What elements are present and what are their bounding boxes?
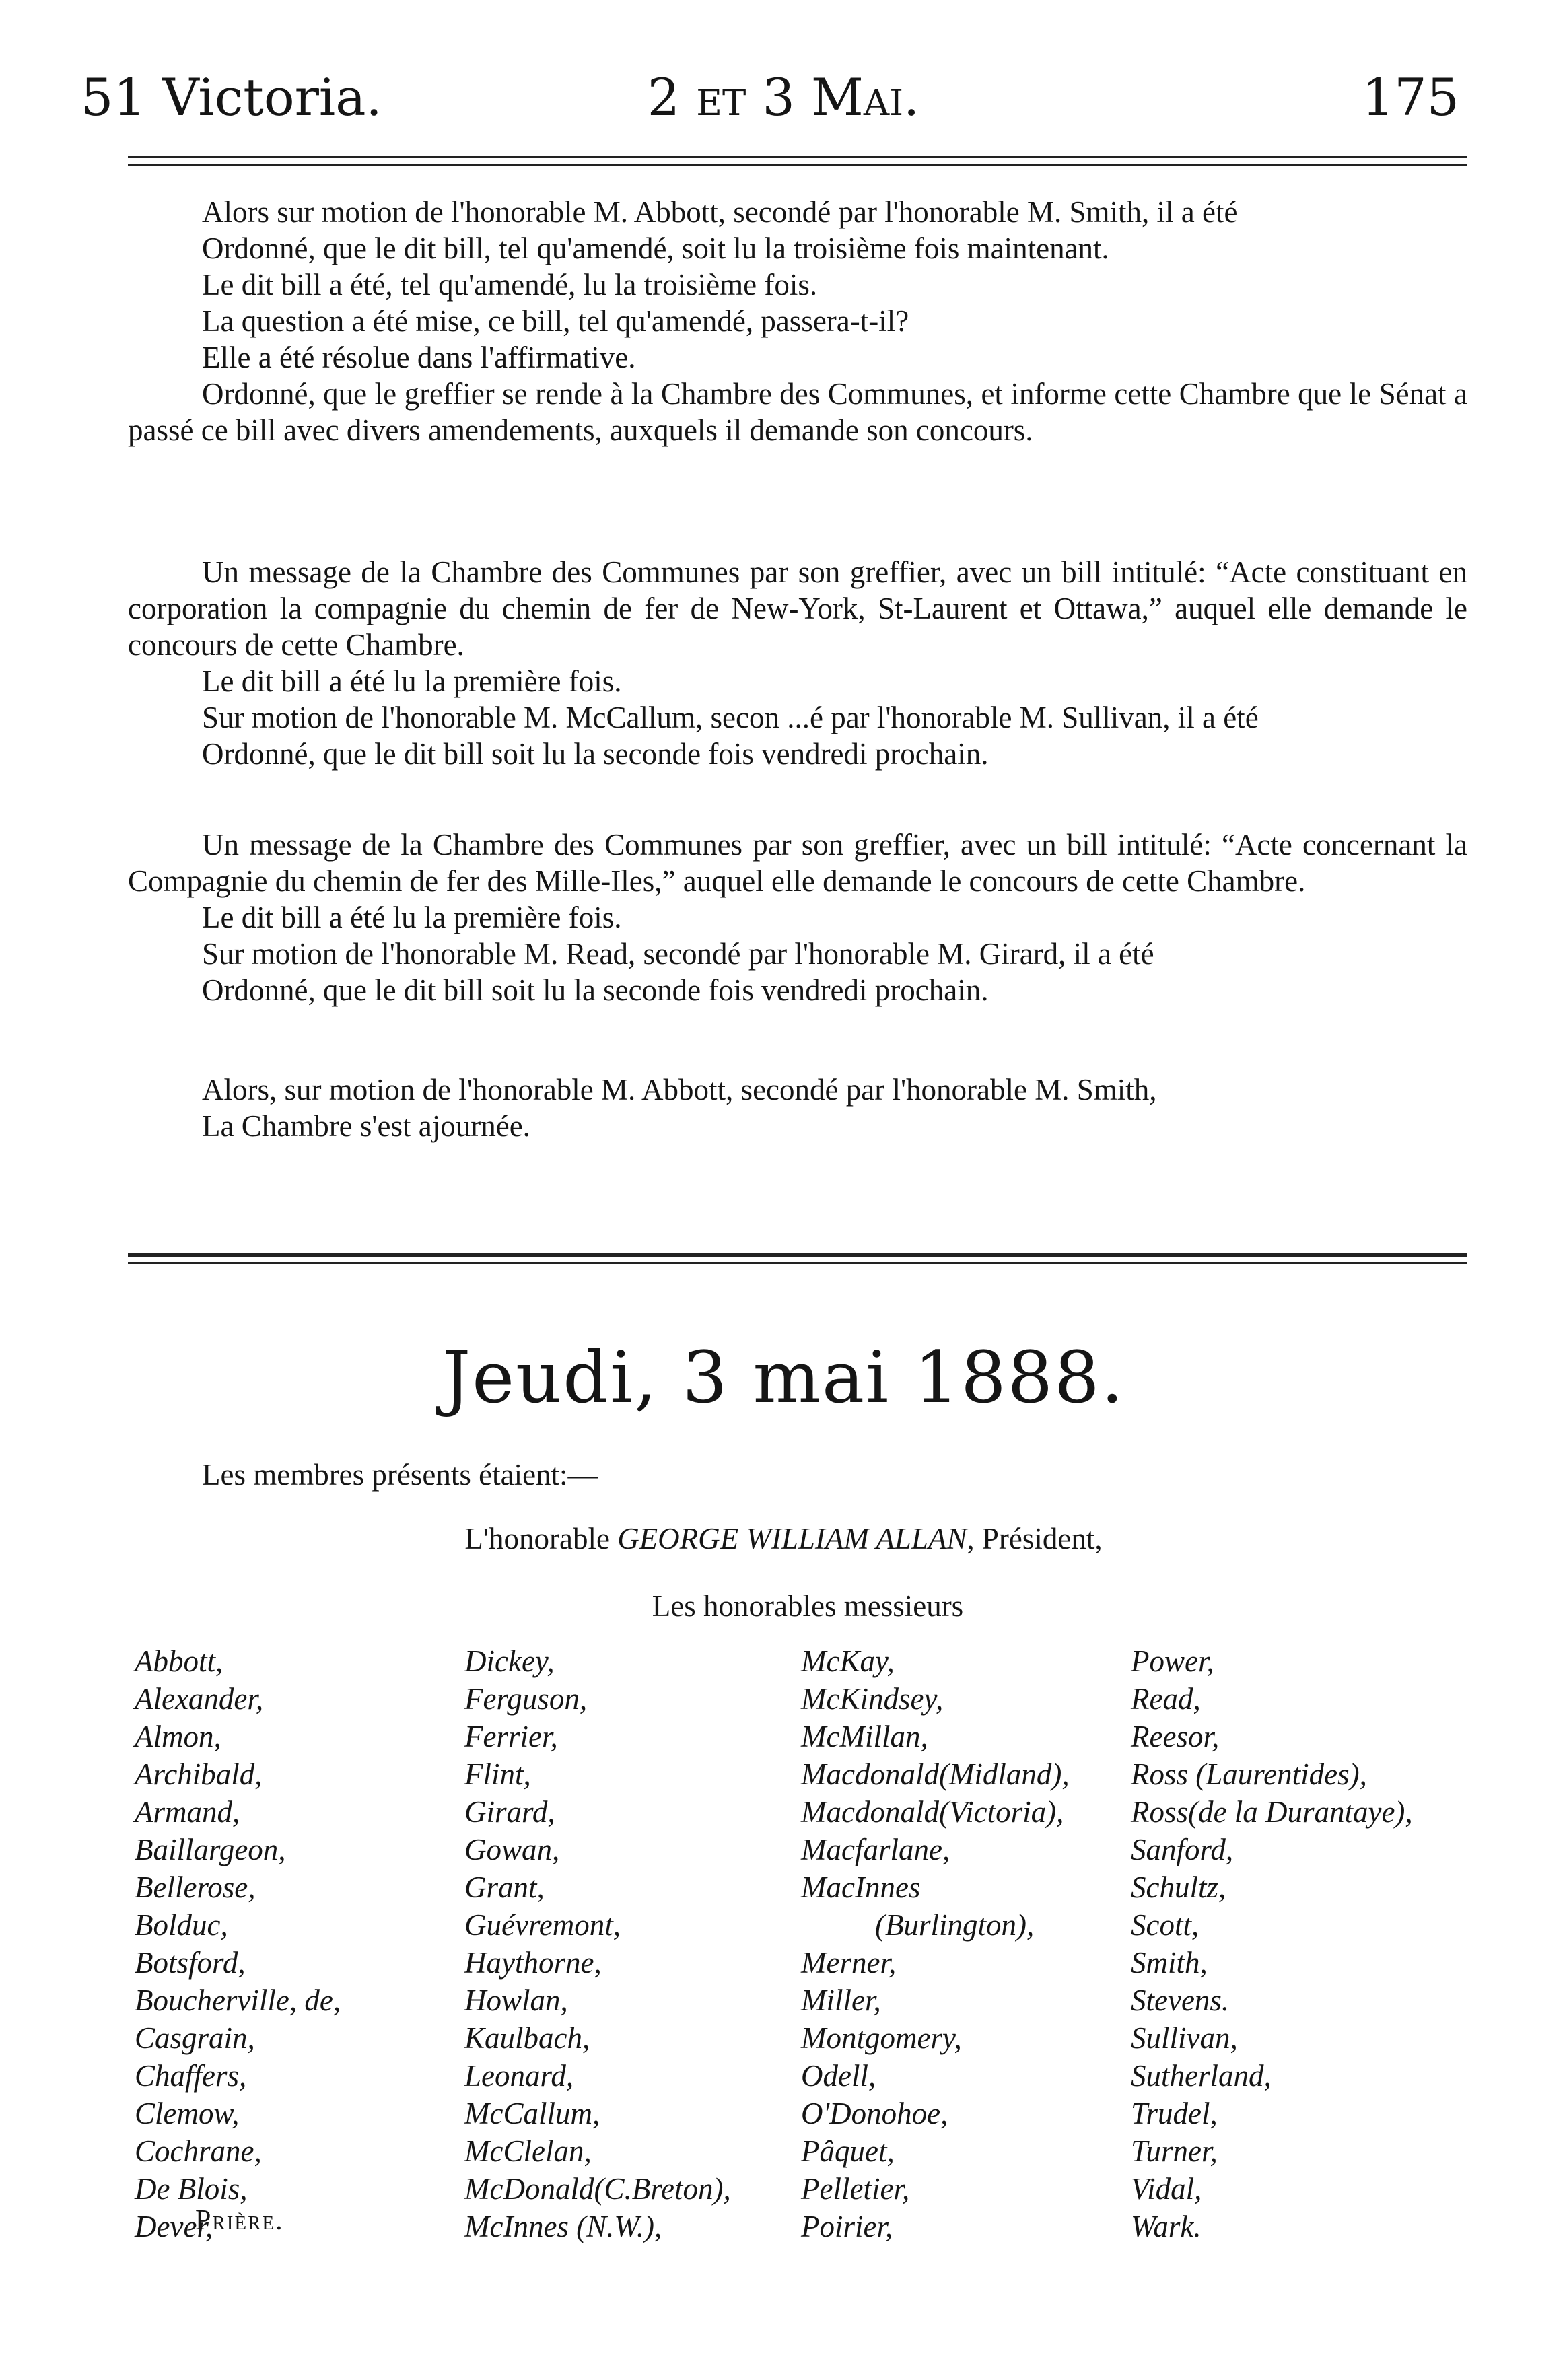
member-name: McCallum, <box>464 2097 600 2130</box>
member-name: MacInnes <box>801 1870 921 1904</box>
member-name: Casgrain, <box>135 2021 255 2055</box>
paragraph: Elle a été résolue dans l'affirmative. <box>202 341 636 374</box>
member-name: Bellerose, <box>135 1870 256 1904</box>
member-name: Dickey, <box>464 1644 555 1678</box>
member-name: Macdonald(Midland), <box>801 1757 1070 1791</box>
member-name: Armand, <box>135 1795 240 1829</box>
member-name: Guévremont, <box>464 1908 621 1942</box>
members-column-1 <box>135 1642 341 2245</box>
paragraph: Alors, sur motion de l'honorable M. Abbott, secondé par l'honorable M. Smith, <box>202 1073 1157 1107</box>
member-name: Schultz, <box>1131 1870 1226 1904</box>
page-number: 175 <box>1361 67 1459 127</box>
member-name: Boucherville, de, <box>135 1984 341 2017</box>
member-name: Poirier, <box>801 2210 893 2243</box>
member-name: Merner, <box>801 1946 897 1980</box>
paragraph: La question a été mise, ce bill, tel qu'amendé, passera-t-il? <box>202 304 909 338</box>
header-reign: 51 Victoria. <box>81 67 382 127</box>
member-name: Stevens. <box>1131 1984 1230 2017</box>
member-name: Almon, <box>135 1720 221 1753</box>
member-name: Gowan, <box>464 1833 560 1866</box>
paragraph: Ordonné, que le greffier se rende à la Chambre des Communes, et informe cette Chambre que le Sénat a passé ce bill avec divers amendements, auxquels il demande son concours. <box>128 377 1467 447</box>
member-name: Macdonald(Victoria), <box>801 1795 1064 1829</box>
member-name: Ross (Laurentides), <box>1131 1757 1367 1791</box>
member-name: Botsford, <box>135 1946 246 1980</box>
member-name: Howlan, <box>464 1984 568 2017</box>
member-name: Dever, <box>135 2210 213 2243</box>
members-column-2 <box>464 1642 731 2245</box>
member-name: Pelletier, <box>801 2172 910 2206</box>
member-name: Abbott, <box>135 1644 223 1678</box>
member-name: Ross(de la Durantaye), <box>1131 1795 1413 1829</box>
proceedings-section-4 <box>128 1072 1467 1144</box>
section-rule-bottom <box>128 1262 1467 1264</box>
members-column-4 <box>1131 1642 1413 2245</box>
member-name: Cochrane, <box>135 2134 262 2168</box>
proceedings-section-2 <box>128 554 1467 772</box>
member-name: Clemow, <box>135 2097 240 2130</box>
member-name: Odell, <box>801 2059 876 2093</box>
president-prefix: L'honorable <box>464 1522 610 1555</box>
members-intro: Les membres présents étaient:— <box>202 1458 598 1492</box>
member-name: Archibald, <box>135 1757 263 1791</box>
member-name: Turner, <box>1131 2134 1218 2168</box>
member-name: Grant, <box>464 1870 545 1904</box>
member-name: Macfarlane, <box>801 1833 950 1866</box>
member-name: Reesor, <box>1131 1720 1220 1753</box>
paragraph: Ordonné, que le dit bill, tel qu'amendé, soit lu la troisième fois maintenant. <box>202 232 1109 265</box>
paragraph: Alors sur motion de l'honorable M. Abbott, secondé par l'honorable M. Smith, il a été <box>202 195 1238 229</box>
member-name: McDonald(C.Breton), <box>464 2172 731 2206</box>
header-rule-bottom <box>128 164 1467 166</box>
member-name: McClelan, <box>464 2134 592 2168</box>
member-name: Flint, <box>464 1757 531 1791</box>
header-rule-top <box>128 156 1467 158</box>
paragraph: Le dit bill a été, tel qu'amendé, lu la troisième fois. <box>202 268 818 302</box>
paragraph: La Chambre s'est ajournée. <box>202 1109 530 1143</box>
paragraph: Le dit bill a été lu la première fois. <box>202 664 622 698</box>
running-head <box>0 67 1567 135</box>
members-column-3 <box>801 1642 1070 2245</box>
member-name: McInnes (N.W.), <box>464 2210 662 2243</box>
member-name: Smith, <box>1131 1946 1208 1980</box>
member-name: McMillan, <box>801 1720 928 1753</box>
member-name: Montgomery, <box>801 2021 962 2055</box>
proceedings-section-3 <box>128 827 1467 1008</box>
paragraph: Sur motion de l'honorable M. McCallum, secon ...é par l'honorable M. Sullivan, il a été <box>202 701 1259 734</box>
honorables-heading: Les honorables messieurs <box>652 1589 964 1623</box>
member-name: Kaulbach, <box>464 2021 590 2055</box>
paragraph: Un message de la Chambre des Communes par son greffier, avec un bill intitulé: “Acte constituant en corporation la compagnie du chemin de fer de New-York, St-Laurent et Ottawa,” auquel elle demande le concours de cette Chambre. <box>128 555 1467 662</box>
proceedings-section-1 <box>128 194 1467 448</box>
president-suffix: , Président, <box>967 1522 1103 1555</box>
header-dates: 2 et 3 Mai. <box>647 67 920 127</box>
member-name: De Blois, <box>135 2172 248 2206</box>
paragraph: Un message de la Chambre des Communes par son greffier, avec un bill intitulé: “Acte concernant la Compagnie du chemin de fer des Mille-Iles,” auquel elle demande le concours de cette Chambre. <box>128 828 1467 898</box>
member-name: Haythorne, <box>464 1946 602 1980</box>
president-line <box>0 1521 1567 1556</box>
member-name: Power, <box>1131 1644 1214 1678</box>
member-name: Sanford, <box>1131 1833 1234 1866</box>
member-name: McKay, <box>801 1644 895 1678</box>
paragraph: Ordonné, que le dit bill soit lu la seconde fois vendredi prochain. <box>202 737 989 771</box>
member-name: Chaffers, <box>135 2059 247 2093</box>
president-name: GEORGE WILLIAM ALLAN <box>617 1522 967 1555</box>
member-name: Sullivan, <box>1131 2021 1238 2055</box>
member-name: Bolduc, <box>135 1908 228 1942</box>
member-name: Ferrier, <box>464 1720 558 1753</box>
paragraph: Sur motion de l'honorable M. Read, secondé par l'honorable M. Girard, il a été <box>202 937 1154 971</box>
member-name: Trudel, <box>1131 2097 1218 2130</box>
member-name: McKindsey, <box>801 1682 944 1716</box>
member-name: Alexander, <box>135 1682 264 1716</box>
members-list <box>135 1642 1481 2302</box>
member-name: Vidal, <box>1131 2172 1202 2206</box>
member-name: Ferguson, <box>464 1682 588 1716</box>
member-name: Pâquet, <box>801 2134 895 2168</box>
member-name: Miller, <box>801 1984 881 2017</box>
paragraph: Ordonné, que le dit bill soit lu la seconde fois vendredi prochain. <box>202 973 989 1007</box>
member-name: O'Donohoe, <box>801 2097 948 2130</box>
member-name: Scott, <box>1131 1908 1199 1942</box>
prayers-heading: Prière. <box>195 2205 284 2236</box>
member-name: Leonard, <box>464 2059 574 2093</box>
member-name: (Burlington), <box>875 1908 1035 1942</box>
member-name: Girard, <box>464 1795 555 1829</box>
member-name: Baillargeon, <box>135 1833 286 1866</box>
paragraph: Le dit bill a été lu la première fois. <box>202 901 622 934</box>
member-name: Wark. <box>1131 2210 1202 2243</box>
section-rule-top <box>128 1253 1467 1257</box>
date-heading: Jeudi, 3 mai 1888. <box>442 1336 1125 1419</box>
member-name: Sutherland, <box>1131 2059 1272 2093</box>
member-name: Read, <box>1131 1682 1201 1716</box>
